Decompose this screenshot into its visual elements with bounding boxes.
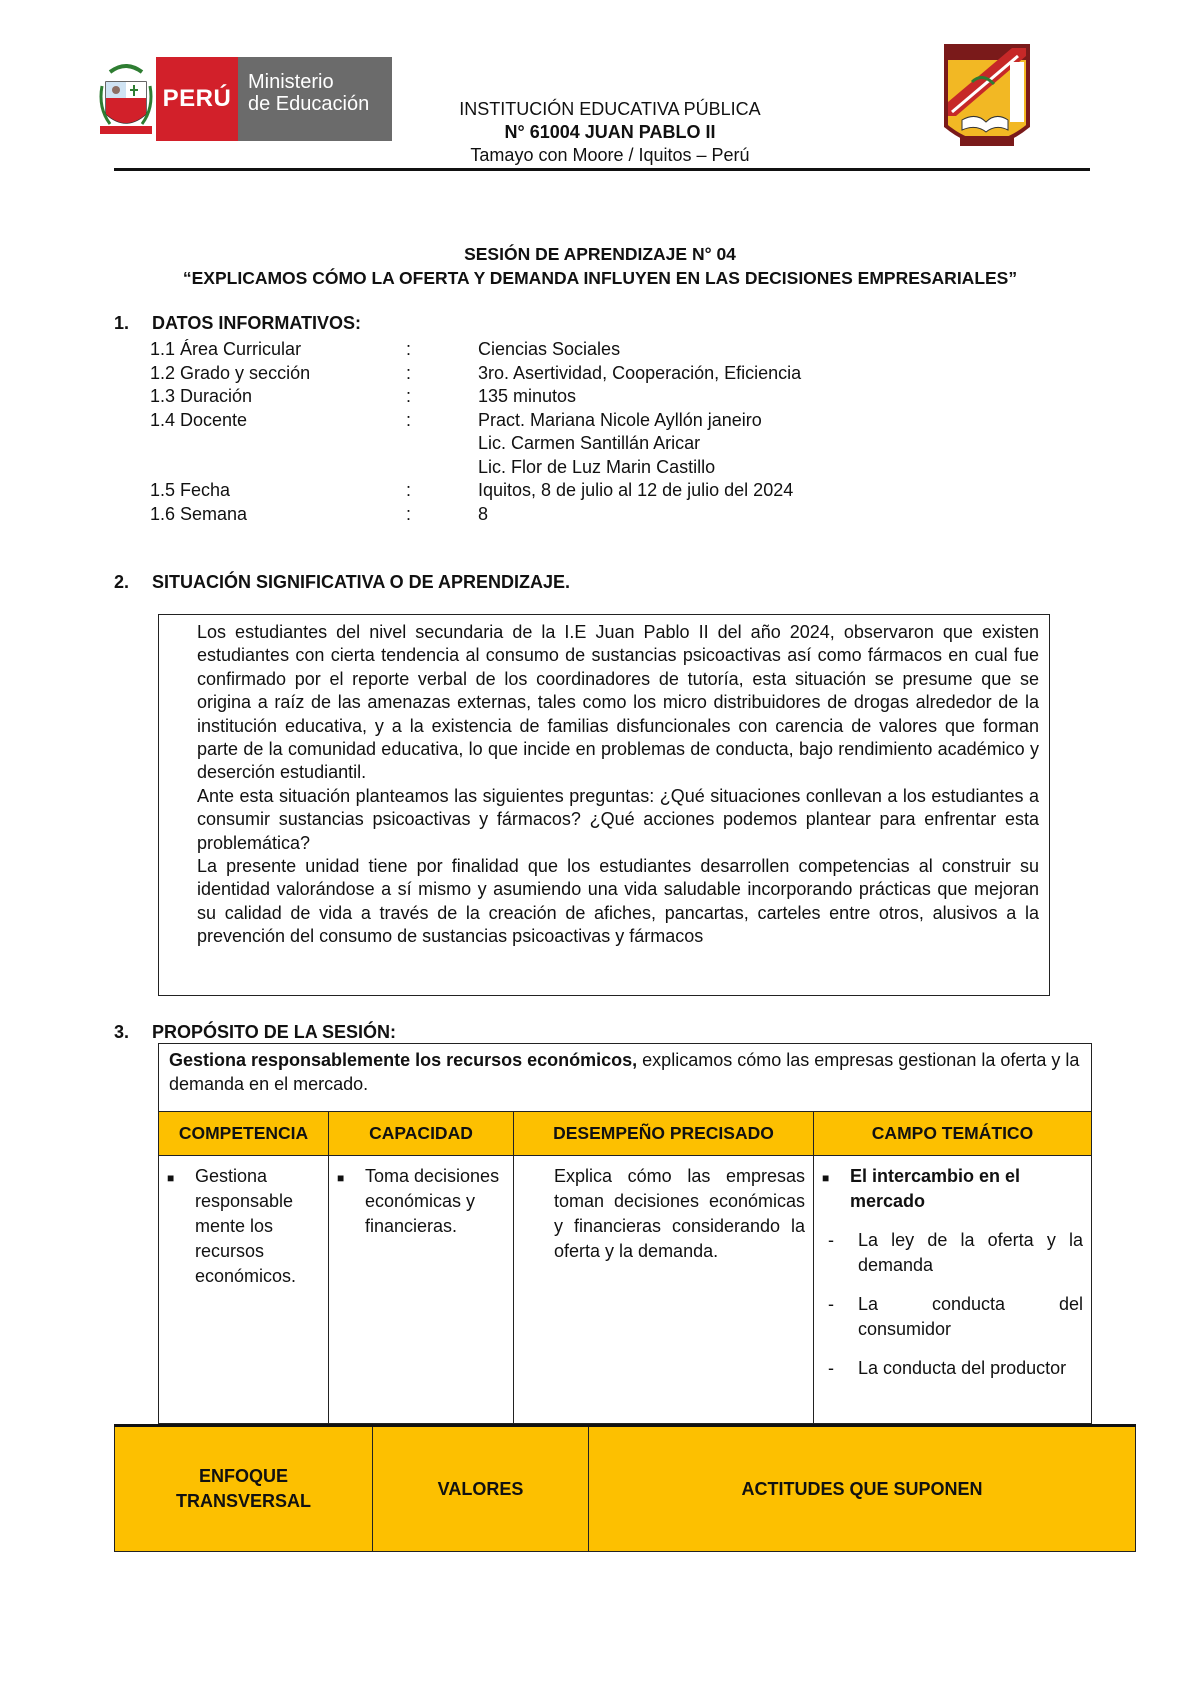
info-row: [150, 385, 998, 409]
institution-name: N° 61004 JUAN PABLO II: [504, 122, 716, 142]
school-crest-icon: [942, 42, 1032, 158]
institution-type: INSTITUCIÓN EDUCATIVA PÚBLICA: [459, 99, 761, 119]
session-title: SESIÓN DE APRENDIZAJE N° 04: [464, 244, 736, 264]
institution-header: [380, 98, 840, 167]
header-divider: [114, 168, 1090, 171]
section-2-number: 2.: [114, 572, 130, 592]
situation-box: [158, 614, 1050, 996]
session-subtitle: “EXPLICAMOS CÓMO LA OFERTA Y DEMANDA INFLUYEN EN LAS DECISIONES EMPRESARIALES”: [182, 268, 1018, 288]
info-colon: :: [406, 503, 412, 524]
campo-item: La conducta del productor: [858, 1358, 1067, 1378]
info-label: [150, 432, 406, 456]
col-valores: VALORES: [373, 1426, 589, 1552]
situation-paragraph: Ante esta situación planteamos las siguientes preguntas: ¿Qué situaciones conllevan a los estudiantes a consumir sustancias psicoactivas y fármacos? ¿Qué acciones podemos plantear para enfrentar esta problemática?: [197, 785, 1039, 853]
info-label: 1.3 Duración: [150, 386, 253, 406]
purpose-bold: Gestiona responsablemente los recursos económicos,: [169, 1050, 638, 1070]
minedu-logo: [96, 52, 392, 146]
campo-title: El intercambio en el mercado: [850, 1166, 1021, 1211]
info-colon: :: [406, 386, 412, 406]
ministry-label: [238, 57, 392, 141]
info-value: Lic. Flor de Luz Marin Castillo: [478, 456, 716, 477]
competencia-text: Gestiona responsable mente los recursos económicos.: [195, 1166, 297, 1286]
info-value: Lic. Carmen Santillán Aricar: [478, 433, 701, 453]
section-1-number: 1.: [114, 313, 130, 333]
info-colon: :: [406, 362, 412, 383]
info-row: [150, 479, 998, 503]
situation-paragraph: La presente unidad tiene por finalidad que los estudiantes desarrollen competencias al construir su identidad valorándose a sí mismo y asumiendo una vida saludable incorporando prácticas que mejoran su calidad de vida a través de la creación de afiches, pancartas, carteles entre otros, alusivos a la prevención del consumo de sustancias psicoactivas y fármacos: [197, 856, 1039, 947]
campo-item: La conducta del consumidor: [858, 1294, 1083, 1339]
list-item: [822, 1292, 1083, 1342]
purpose-header-row: [159, 1112, 1092, 1156]
info-row: [150, 362, 998, 386]
campo-item: La ley de la oferta y la demanda: [858, 1230, 1083, 1275]
info-value: 135 minutos: [478, 386, 577, 406]
desempeno-text: Explica cómo las empresas toman decisiones económicas y financieras considerando la oferta y la demanda.: [554, 1166, 805, 1261]
purpose-body-row: [159, 1156, 1092, 1424]
info-label: 1.4 Docente: [150, 409, 248, 430]
info-row: [150, 503, 998, 527]
purpose-table: [158, 1043, 1092, 1424]
col-campo-tematico: CAMPO TEMÁTICO: [814, 1112, 1092, 1156]
purpose-text: explicamos cómo las empresas gestionan la oferta y la demanda en el mercado.: [169, 1050, 1080, 1094]
peru-label: PERÚ: [156, 57, 238, 141]
info-row: [150, 338, 998, 362]
section-2-title: SITUACIÓN SIGNIFICATIVA O DE APRENDIZAJE.: [152, 572, 571, 592]
info-colon: :: [406, 409, 412, 430]
square-bullet-icon: ■: [822, 1171, 830, 1185]
col-actitudes: ACTITUDES QUE SUPONEN: [589, 1426, 1136, 1552]
info-label: 1.6 Semana: [150, 503, 248, 524]
info-value: 3ro. Asertividad, Cooperación, Eficiencia: [478, 362, 802, 383]
section-3-heading: [114, 1022, 396, 1043]
list-item: [167, 1164, 320, 1289]
list-item: [822, 1356, 1083, 1381]
col-desempeno: DESEMPEÑO PRECISADO: [514, 1112, 814, 1156]
section-1-heading: [114, 313, 361, 334]
info-label: [150, 456, 406, 480]
dash-marker: -: [828, 1294, 834, 1314]
dash-marker: -: [828, 1358, 834, 1378]
purpose-row: [159, 1044, 1092, 1112]
ministry-line-2: de Educación: [248, 93, 370, 115]
section-2-heading: [114, 572, 570, 593]
enfoque-header-row: [115, 1426, 1136, 1552]
desempeno-cell: [514, 1156, 814, 1424]
ministry-line-1: Ministerio: [248, 71, 334, 93]
capacidad-text: Toma decisiones económicas y financieras.: [365, 1166, 500, 1236]
list-item: [822, 1228, 1083, 1278]
section-3-number: 3.: [114, 1022, 130, 1042]
purpose-cell: [159, 1044, 1092, 1112]
institution-location: Tamayo con Moore / Iquitos – Perú: [470, 145, 750, 165]
info-label: 1.1 Área Curricular: [150, 339, 302, 359]
list-item: [337, 1164, 505, 1239]
coat-of-arms-icon: [96, 52, 156, 146]
info-colon-empty: [406, 432, 478, 456]
capacidad-cell: [329, 1156, 514, 1424]
informative-data: [150, 338, 998, 526]
square-bullet-icon: ■: [337, 1171, 345, 1185]
dash-marker: -: [828, 1230, 834, 1250]
info-row: [150, 409, 998, 433]
situation-paragraph: Los estudiantes del nivel secundaria de la I.E Juan Pablo II del año 2024, observaron que existen estudiantes con cierta tendencia al consumo de sustancias psicoactivas así como fármacos en cual fue confirmado por el reporte verbal de los coordinadores de tutoría, esta situación se presume que se origina a raíz de las amenazas externas, tales como los micro distribuidores de drogas alrededor de la institución educativa, y a la existencia de familias disfuncionales con carencia de valores que forman parte de la comunidad educativa, lo que incide en problemas de conducta, bajo rendimiento académico y deserción estudiantil.: [197, 622, 1039, 783]
info-label: 1.2 Grado y sección: [150, 362, 311, 383]
enfoque-table: [114, 1424, 1136, 1552]
section-3-title: PROPÓSITO DE LA SESIÓN:: [152, 1022, 397, 1042]
info-value: Ciencias Sociales: [478, 339, 621, 359]
col-enfoque-transversal: ENFOQUE TRANSVERSAL: [115, 1426, 373, 1552]
info-value: Pract. Mariana Nicole Ayllón janeiro: [478, 409, 762, 430]
list-item: [822, 1164, 1083, 1214]
info-colon: :: [406, 339, 412, 359]
col-competencia: COMPETENCIA: [159, 1112, 329, 1156]
campo-cell: [814, 1156, 1092, 1424]
info-row: [150, 432, 998, 456]
info-colon: :: [406, 480, 412, 500]
competencia-cell: [159, 1156, 329, 1424]
info-value: 8: [478, 503, 489, 524]
info-row: [150, 456, 998, 480]
info-colon-empty: [406, 456, 478, 480]
info-value: Iquitos, 8 de julio al 12 de julio del 2024: [478, 480, 794, 500]
session-title-block: [100, 242, 1100, 290]
square-bullet-icon: ■: [167, 1171, 175, 1185]
col-capacidad: CAPACIDAD: [329, 1112, 514, 1156]
info-label: 1.5 Fecha: [150, 480, 231, 500]
section-1-title: DATOS INFORMATIVOS:: [152, 313, 361, 333]
